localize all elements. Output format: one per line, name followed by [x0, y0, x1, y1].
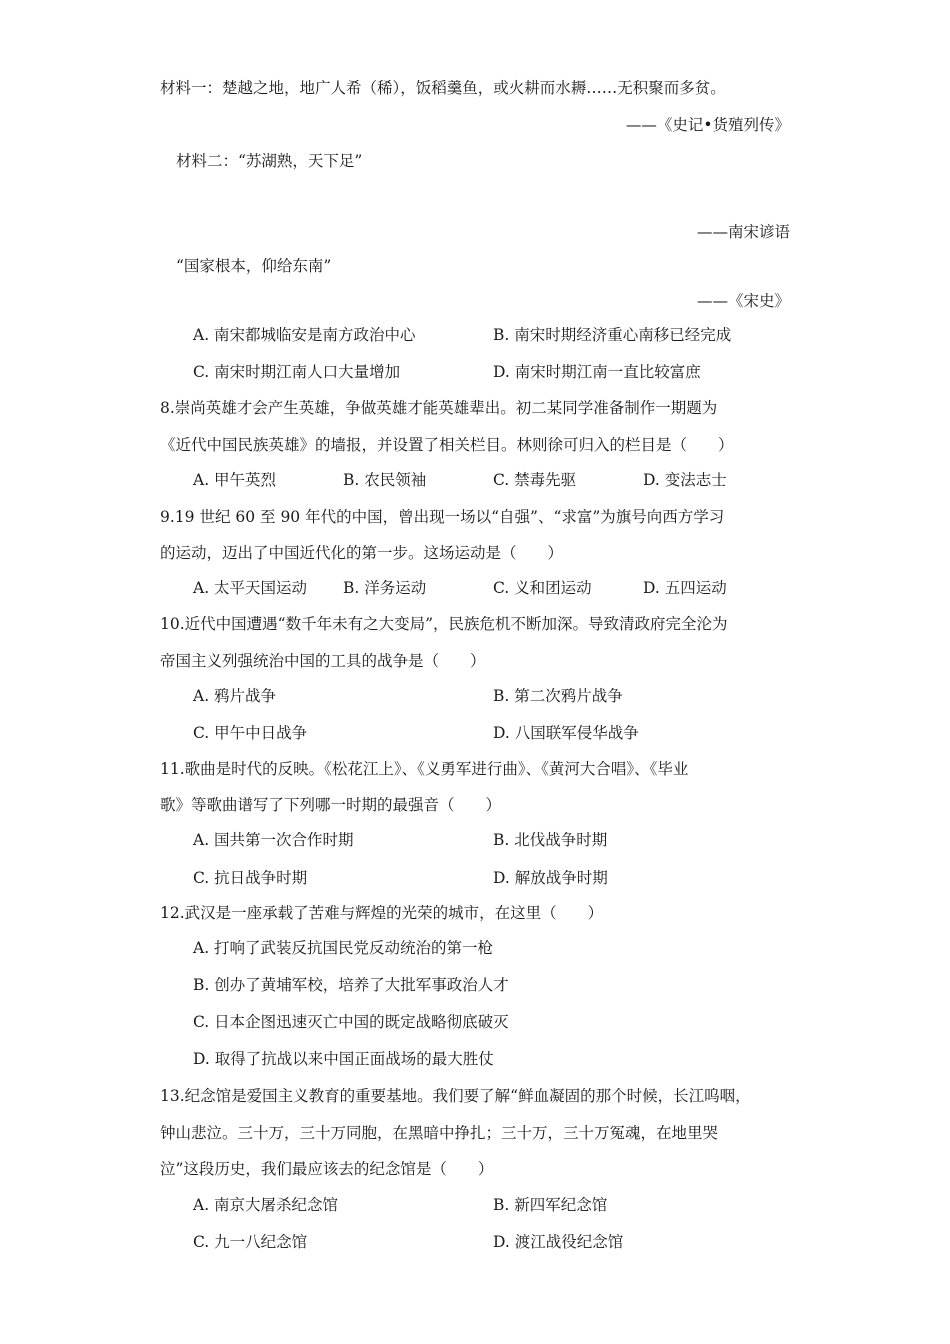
material-two-text: 材料二：“苏湖熟，天下足” [176, 152, 363, 170]
q10-option-d: D. 八国联军侵华战争 [493, 724, 639, 742]
q9-option-a: A. 太平天国运动 [193, 579, 308, 597]
material-one-text: 材料一：楚越之地，地广人希（稀），饭稻羹鱼，或火耕而水耨……无积聚而多贫。 [160, 79, 726, 97]
q13-option-a: A. 南京大屠杀纪念馆 [193, 1196, 339, 1214]
q13-stem-line2: 钟山悲泣。三十万，三十万同胞，在黑暗中挣扎；三十万，三十万冤魂，在地里哭 [160, 1124, 719, 1142]
q13-option-b: B. 新四军纪念馆 [493, 1196, 608, 1214]
q10-stem-line1: 10.近代中国遭遇“数千年未有之大变局”，民族危机不断加深。导致清政府完全沦为 [160, 615, 728, 633]
q8-stem-line1: 8.崇尚英雄才会产生英雄，争做英雄才能英雄辈出。初二某同学准备制作一期题为 [160, 399, 718, 417]
q12-option-b: B. 创办了黄埔军校，培养了大批军事政治人才 [193, 976, 509, 994]
q12-option-d: D. 取得了抗战以来中国正面战场的最大胜仗 [193, 1050, 494, 1068]
q8-stem-line2: 《近代中国民族英雄》的墙报，并设置了相关栏目。林则徐可归入的栏目是（ ） [160, 436, 734, 454]
q13-option-d: D. 渡江战役纪念馆 [493, 1233, 624, 1251]
q10-option-a: A. 鸦片战争 [193, 687, 277, 705]
material-two-source-2: ——《宋史》 [696, 292, 790, 310]
q7-option-b: B. 南宋时期经济重心南移已经完成 [493, 326, 732, 344]
q9-stem-line2: 的运动，迈出了中国近代化的第一步。这场运动是（ ） [160, 544, 564, 562]
q13-stem-line1: 13.纪念馆是爱国主义教育的重要基地。我们要了解“鲜血凝固的那个时候，长江呜咽， [160, 1087, 751, 1105]
q10-option-c: C. 甲午中日战争 [193, 724, 308, 742]
q9-stem-line1: 9.19 世纪 60 至 90 年代的中国，曾出现一场以“自强”、“求富”为旗号向西方学习 [160, 508, 725, 526]
q10-option-b: B. 第二次鸦片战争 [493, 687, 623, 705]
material-two-quote: “国家根本，仰给东南” [176, 257, 332, 275]
q7-option-d: D. 南宋时期江南一直比较富庶 [493, 363, 701, 381]
q8-option-c: C. 禁毒先驱 [493, 471, 577, 489]
q8-option-a: A. 甲午英烈 [193, 471, 277, 489]
q13-option-c: C. 九一八纪念馆 [193, 1233, 308, 1251]
q7-option-a: A. 南宋都城临安是南方政治中心 [193, 326, 416, 344]
q11-option-c: C. 抗日战争时期 [193, 869, 308, 887]
q12-stem-line1: 12.武汉是一座承载了苦难与辉煌的光荣的城市，在这里（ ） [160, 904, 604, 922]
q10-stem-line2: 帝国主义列强统治中国的工具的战争是（ ） [160, 652, 486, 670]
q12-option-c: C. 日本企图迅速灭亡中国的既定战略彻底破灭 [193, 1013, 509, 1031]
q9-option-c: C. 义和团运动 [493, 579, 592, 597]
q11-stem-line2: 歌》等歌曲谱写了下列哪一时期的最强音（ ） [160, 796, 502, 814]
q9-option-b: B. 洋务运动 [343, 579, 427, 597]
material-one-source: ——《史记•货殖列传》 [625, 116, 790, 134]
q9-option-d: D. 五四运动 [643, 579, 727, 597]
q8-option-d: D. 变法志士 [643, 471, 727, 489]
q13-stem-line3: 泣”这段历史，我们最应该去的纪念馆是（ ） [160, 1160, 494, 1178]
q8-option-b: B. 农民领袖 [343, 471, 427, 489]
q11-option-d: D. 解放战争时期 [493, 869, 608, 887]
q12-option-a: A. 打响了武装反抗国民党反动统治的第一枪 [193, 939, 494, 957]
q11-option-a: A. 国共第一次合作时期 [193, 831, 354, 849]
material-two-source-1: ——南宋谚语 [696, 223, 790, 241]
q11-stem-line1: 11.歌曲是时代的反映。《松花江上》、《义勇军进行曲》、《黄河大合唱》、《毕业 [160, 760, 689, 778]
q7-option-c: C. 南宋时期江南人口大量增加 [193, 363, 401, 381]
q11-option-b: B. 北伐战争时期 [493, 831, 608, 849]
